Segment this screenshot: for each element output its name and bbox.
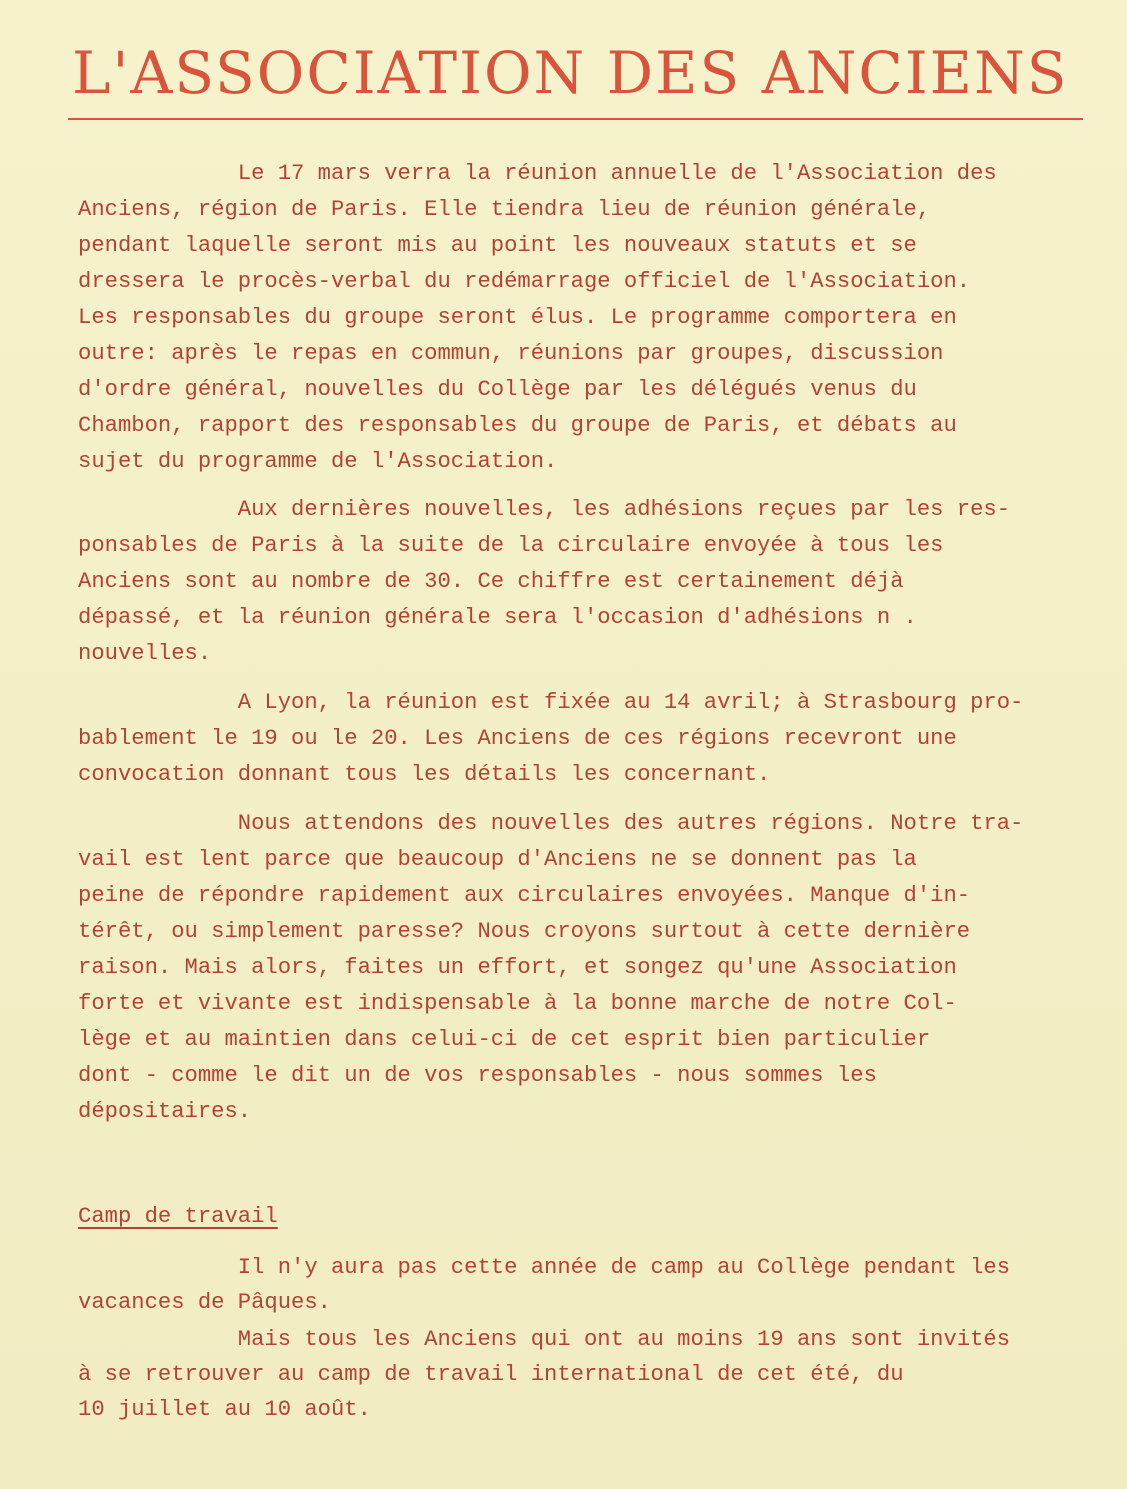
title-underline (68, 118, 1083, 120)
paragraph-no-camp: Il n'y aura pas cette année de camp au Collège pendant les vacances de Pâques. (78, 1255, 1011, 1315)
paragraph-meeting-paris: Le 17 mars verra la réunion annuelle de l'Association des Anciens, région de Paris. Elle tiendra lieu de réunion générale, pendant laquelle seront mis au point les nouveaux statuts et se dressera le procès-verbal du redémarrage officiel de l'Association. Les responsables du groupe seront élus. Le programme comportera en outre: après le repas en commun, réunions par groupes, discussion d'ordre général, nouvelles du Collège par les délégués venus du Chambon, rapport des responsables du groupe de Paris, et débats au sujet du programme de l'Association. (78, 161, 997, 474)
paragraph-summer-camp: Mais tous les Anciens qui ont au moins 19 ans sont invités à se retrouver au camp de travail international de cet été, du 10 juillet au 10 août. (78, 1327, 1011, 1422)
paragraph-lyon-strasbourg: A Lyon, la réunion est fixée au 14 avril; à Strasbourg pro- bablement le 19 ou le 20. Les Anciens de ces régions recevront une convocation donnant tous les détails les concernant. (78, 690, 1024, 787)
page-title: L'ASSOCIATION DES ANCIENS (72, 39, 1069, 107)
paragraph-membership: Aux dernières nouvelles, les adhésions reçues par les res- ponsables de Paris à la suite de la circulaire envoyée à tous les Anciens sont au nombre de 30. Ce chiffre est certainement déjà dépassé, et la réunion générale sera l'occasion d'adhésions n . nouvelles. (78, 497, 1011, 666)
section-heading-camp: Camp de travail (78, 1204, 278, 1229)
paragraph-appeal: Nous attendons des nouvelles des autres régions. Notre tra- vail est lent parce que beaucoup d'Anciens ne se donnent pas la peine de répondre rapidement aux circulaires envoyées. Manque d'in- térêt, ou simplement paresse? Nous croyons surtout à cette dernière raison. Mais alors, faites un effort, et songez qu'une Association forte et vivante est indispensable à la bonne marche de notre Col- lège et au maintien dans celui-ci de cet esprit bien particulier dont - comme le dit un de vos responsables - nous sommes les dépositaires. (78, 811, 1024, 1124)
